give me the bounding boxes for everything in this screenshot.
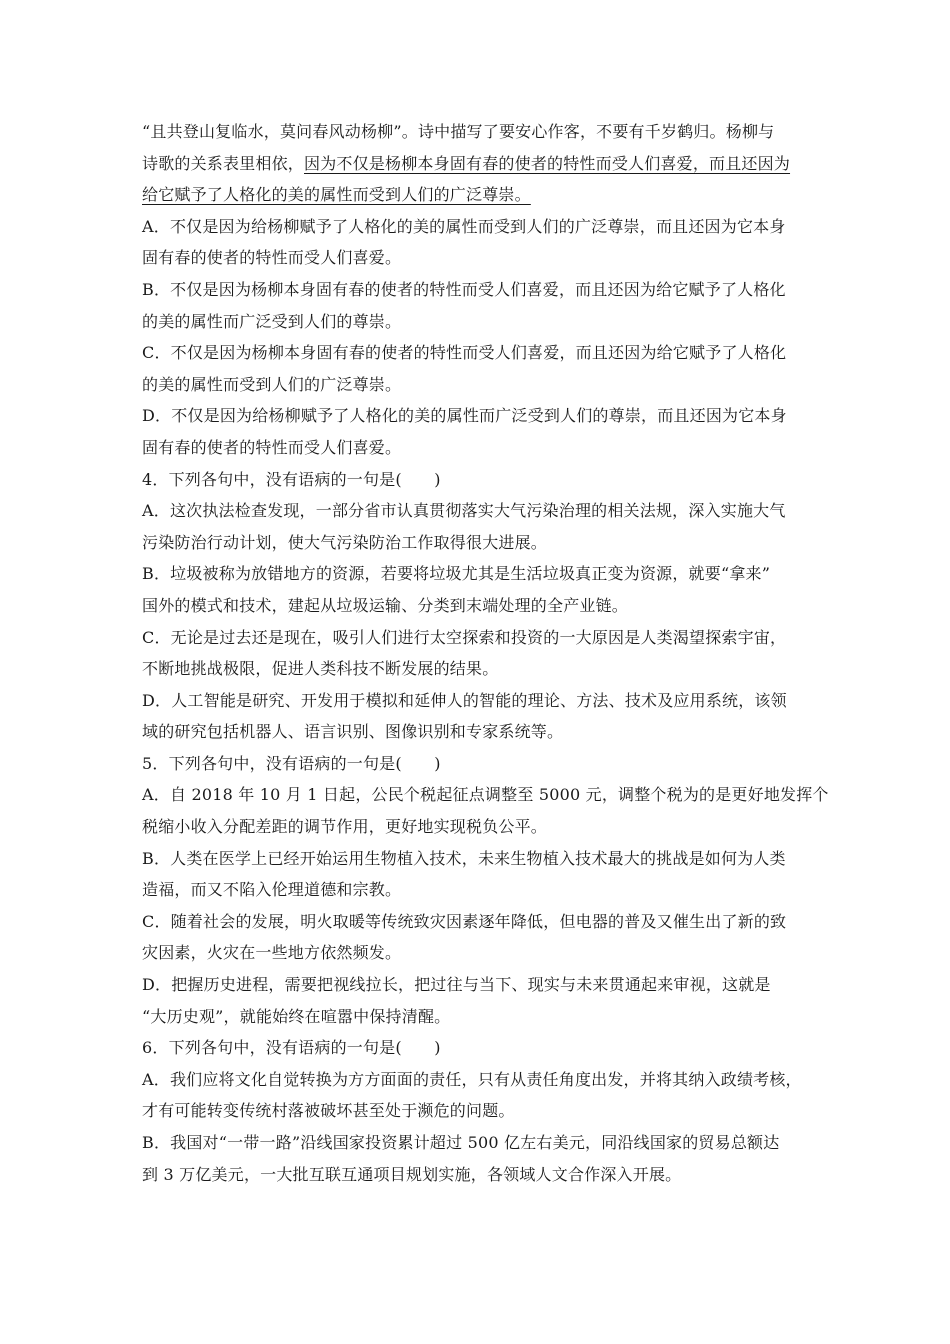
q3-option-a: [142, 211, 812, 274]
option-line: B．不仅是因为杨柳本身固有春的使者的特性而受人们喜爱，而且还因为给它赋予了人格化: [142, 279, 786, 299]
option-line: 域的研究包括机器人、语言识别、图像识别和专家系统等。: [142, 722, 564, 742]
question-5-stem: 5．下列各句中，没有语病的一句是( ): [142, 753, 441, 773]
q6-option-a: [142, 1064, 812, 1127]
option-line: B．人类在医学上已经开始运用生物植入技术，未来生物植入技术最大的挑战是如何为人类: [142, 848, 786, 868]
q5-option-a: [142, 779, 829, 842]
option-line: 不断地挑战极限，促进人类科技不断发展的结果。: [142, 659, 499, 679]
option-line: 造福，而又不陷入伦理道德和宗教。: [142, 880, 402, 900]
option-line: 国外的模式和技术，建起从垃圾运输、分类到末端处理的全产业链。: [142, 595, 629, 615]
option-line: 才有可能转变传统村落被破坏甚至处于濒危的问题。: [142, 1101, 515, 1121]
passage-line: [142, 148, 812, 180]
option-line: A．这次执法检查发现，一部分省市认真贯彻落实大气污染治理的相关法规，深入实施大气: [142, 501, 786, 521]
document-page: [142, 116, 829, 1190]
q5-option-c: [142, 906, 812, 969]
question-6-stem: 6．下列各句中，没有语病的一句是( ): [142, 1038, 441, 1058]
question-4-stem: 4．下列各句中，没有语病的一句是( ): [142, 469, 441, 489]
option-line: D．把握历史进程，需要把视线拉长，把过往与当下、现实与未来贯通起来审视，这就是: [142, 975, 771, 995]
option-line: “大历史观”，就能始终在喧嚣中保持清醒。: [142, 1006, 451, 1026]
q3-option-d: [142, 400, 812, 463]
option-line: B．我国对“一带一路”沿线国家投资累计超过 500 亿左右美元，同沿线国家的贸易总额达: [142, 1133, 780, 1152]
passage-line: [142, 179, 812, 211]
q5-option-b: [142, 843, 812, 906]
option-line: C．随着社会的发展，明火取暖等传统致灾因素逐年降低，但电器的普及又催生出了新的致: [142, 911, 787, 931]
option-line: 税缩小收入分配差距的调节作用，更好地实现税负公平。: [142, 817, 548, 837]
q6-option-b: [142, 1127, 812, 1190]
q4-option-a: [142, 495, 812, 558]
option-line: 固有春的使者的特性而受人们喜爱。: [142, 437, 402, 457]
option-line: 的美的属性而受到人们的广泛尊崇。: [142, 374, 402, 394]
underlined-sentence: 给它赋予了人格化的美的属性而受到人们的广泛尊崇。: [142, 185, 531, 205]
option-line: B．垃圾被称为放错地方的资源，若要将垃圾尤其是生活垃圾真正变为资源，就要“拿来”: [142, 564, 771, 584]
option-line: 污染防治行动计划，使大气污染防治工作取得很大进展。: [142, 532, 548, 552]
option-line: 的美的属性而广泛受到人们的尊崇。: [142, 311, 402, 331]
q4-option-c: [142, 622, 812, 685]
q3-option-c: [142, 337, 812, 400]
option-line: C．不仅是因为杨柳本身固有春的使者的特性而受人们喜爱，而且还因为给它赋予了人格化: [142, 343, 787, 363]
option-line: 灾因素，火灾在一些地方依然频发。: [142, 943, 402, 963]
option-line: A．我们应将文化自觉转换为方方面面的责任，只有从责任角度出发，并将其纳入政绩考核，: [142, 1069, 802, 1089]
passage-line: “且共登山复临水，莫问春风动杨柳”。诗中描写了要安心作客，不要有千岁鹤归。杨柳与: [142, 122, 775, 141]
option-line: C．无论是过去还是现在，吸引人们进行太空探索和投资的一大原因是人类渴望探索宇宙，: [142, 627, 787, 647]
q3-option-b: [142, 274, 812, 337]
option-line: 固有春的使者的特性而受人们喜爱。: [142, 248, 402, 268]
option-line: A．自 2018 年 10 月 1 日起，公民个税起征点调整至 5000 元，调整个税为的是更好地发挥个: [142, 785, 829, 805]
option-line: D．不仅是因为给杨柳赋予了人格化的美的属性而广泛受到人们的尊崇，而且还因为它本身: [142, 406, 787, 426]
q4-option-b: [142, 558, 812, 621]
passage-text: 诗歌的关系表里相依，: [142, 153, 305, 173]
underlined-sentence: 因为不仅是杨柳本身固有春的使者的特性而受人们喜爱，而且还因为: [304, 153, 791, 173]
q5-option-d: [142, 969, 812, 1032]
option-line: A．不仅是因为给杨柳赋予了人格化的美的属性而受到人们的广泛尊崇，而且还因为它本身: [142, 216, 786, 236]
option-line: 到 3 万亿美元，一大批互联互通项目规划实施，各领域人文合作深入开展。: [142, 1164, 682, 1184]
option-line: D．人工智能是研究、开发用于模拟和延伸人的智能的理论、方法、技术及应用系统，该领: [142, 690, 787, 710]
q4-option-d: [142, 685, 812, 748]
